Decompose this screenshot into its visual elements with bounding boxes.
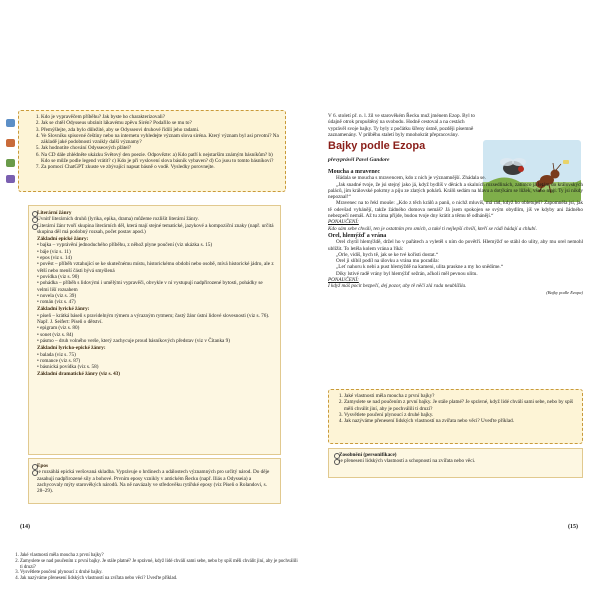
lyric-epic-genres-title: Základní lyricko-epické žánry:	[37, 345, 106, 352]
question-item: 4. Jak nazýváme přenesení lidských vlastností na zvířata nebo věci? Uveďte příklad.	[20, 576, 300, 582]
fable-paragraph: „Leť nahoru k nebi a pust hlemýždě na kameni, ulita praskne a my ho snědíme.“	[336, 264, 504, 271]
genre-item: • básnická povídka (viz s. 58)	[37, 364, 99, 371]
epos-box	[28, 458, 281, 504]
lyric-genres-title: Základní lyrické žánry:	[37, 306, 90, 313]
literary-genres-text-1: Uvnitř literárních druhů (lyrika, epika, drama) můžeme rozlišit literární žánry.	[37, 216, 275, 222]
genre-item: • pásmo – druh volného verše, který zachycuje proud básníkových představ (viz v Čítanka 9)	[37, 337, 230, 344]
lyric-genres-list	[37, 313, 275, 344]
source-credit: (Bajky podle Ezopa)	[546, 289, 583, 295]
left-questions-box	[18, 110, 286, 192]
glossary-term: Zosobnění (personifikace)	[339, 452, 577, 458]
right-questions-box	[328, 389, 583, 444]
fable2-body	[328, 239, 583, 277]
right-questions-list	[337, 393, 578, 424]
page-number-left: (14)	[20, 524, 30, 530]
epos-text: je rozsáhlá epická veršovaná skladba. Vyprávuje o hrdinech a událostech významných pro určitý národ. Do děje zasahují nadpřirozené síly a bohové. Prvním eposy vznikly v antickém Řecku (např. Iliás a Odysseia) a zachycovaly mýty starověkých národů. Na ně navázaly ve středověku rytířské eposy (viz Píseň o Rolandovi, s. 28–29).	[37, 469, 275, 494]
lyric-epic-genres-list	[37, 352, 275, 371]
genre-item: • román (viz s. 47)	[37, 299, 76, 306]
page-number-right: (15)	[568, 524, 578, 530]
genre-item: • píseň – krátká báseň s pravidelným rýmem a výrazným rytmem; častý žánr ústní lidové slovesnosti (viz s. 76). Např. J. Seifert: Píseň o dětství.	[37, 312, 270, 326]
intro-text: V 6. století př. n. l. žil ve starověkém Řecku muž jménem Ezop. Byl to údajně otrok propuštěný na svobodu. Hodně cestoval a na cestách vyprávěl svoje bajky. Ty byly z počátku šířeny ústně, později písemně zaznamenány. V průběhu staletí byly mnohokrát přepracovány.	[328, 113, 475, 138]
question-item: 4. Ve Slovníku spisovné češtiny nebo na internetu vyhledejte význam slova siréna. Který význam byl asi prvotní? Na základě jaké podobnosti vznikly další významy?	[41, 133, 281, 146]
question-item: 1. Jaké vlastnosti měla moucha z první bajky?	[20, 553, 300, 559]
computer-icon	[6, 175, 15, 183]
epos-title: Epos	[37, 463, 275, 469]
fable-paragraph: Orel ji slíbil podíl na úlovku a vrána mu poradila:	[336, 258, 440, 265]
question-item: 4. Jak nazýváme přenesení lidských vlastností na zvířata nebo věci? Uveďte příklad.	[344, 418, 578, 424]
genre-item: • epigram (viz s. 80)	[37, 325, 80, 332]
question-item: 1. Jaké vlastnosti měla moucha z první bajky?	[344, 393, 578, 399]
page-title: Bajky podle Ezopa	[328, 140, 426, 152]
genre-item: • bajka – vyprávění jednoduchého příběhu, z něhož plyne poučení (viz ukázka s. 15)	[37, 242, 213, 249]
fables-text	[328, 168, 583, 296]
glossary-box	[328, 448, 583, 478]
glossary-definition: je přenesení lidských vlastností a schopností na zvířata nebo věci.	[339, 458, 577, 464]
question-item: 2. Zamyslete se nad poučením z první bajky. Je stále platné? Je správné, když lidé chválí sami sebe, nebo by spíš měli chválit jiní, aby je pochválili ti druzí?	[344, 399, 578, 412]
genre-item: • pohádka – příběh s lidovými i umělými vypravěči, obvykle v ní vystupují nadpřirozené bytosti, pohádky se velmi liší rozsahem	[37, 280, 263, 293]
genre-item: • sonet (viz s. 84)	[37, 331, 74, 338]
genres-box	[28, 205, 281, 455]
question-item: 7. Za pomocí ChatGPT zkuste ve zbývající napsat básně o vodě. Vysledky porovnejte.	[41, 164, 281, 170]
fable2-title: Orel, hlemýžď a vrána	[328, 232, 387, 239]
question-item: 2. Jak se chtěl Odysseus ubránit lákavému zpěvu Sirén? Podařilo se mu to?	[41, 120, 281, 126]
genre-item: • balada (viz s. 75)	[37, 351, 76, 358]
question-item: 3. Vysvětlete poučení plynoucí z druhé bajky.	[344, 412, 578, 418]
drama-genres-title: Základní dramatické žánry (viz s. 43)	[37, 371, 120, 378]
right-page	[300, 0, 600, 600]
genre-item: • pověst – příběh vztahující se ke skutečnému místu, historickému období nebo osobě, mívá historické jádro, ale z větší nebo menší části bývá smyšlená	[37, 261, 274, 274]
epic-genres-title: Základní epické žánry:	[37, 236, 89, 243]
genre-item: • epos (viz s. 14)	[37, 255, 72, 262]
question-item: 2. Zamyslete se nad poučením z první bajky. Je stále platné? Je správné, když lidé chválí sami sebe, nebo by spíš měli chválit jiní, aby je pochválili ti druzí?	[20, 559, 300, 571]
fable-paragraph: „Jak snadné tvoje, že jsi stejný jako já, když bydlíš v děrách a skalních rozsedlinách, zatímco já letám do královských paláců, jím královské pokrmy a piju ze zlatých pohárů. Králů sedám na hlavu a dotýkám se lůžek, všeho mají. Ty jsi nikdy nepoznal!“	[328, 181, 583, 201]
fable-paragraph: „Orle, vidíš, bych tě, jak se ke tvé kořisti dostat.“	[336, 251, 439, 258]
moral2-heading: PONAUČENÍ:	[328, 277, 359, 284]
question-item: 6. Na CD dále zhlédněte ukázku Světový den poezie. Odpovězte: a) Kdo patří k nejstarším známým básníkům? b) Kdo se může podle legend vrátit? c) Kdo je při vyslovení slova básník vybaven? d) Co jsou to tomto básníkovi?	[41, 152, 281, 165]
moral1-text: Kdo sám sebe chválí, ten je ostatním pro smích, a také ti nejlepší chvílí, kteří se rádi hádají a chlubí.	[328, 225, 537, 232]
fable1-body	[328, 175, 583, 219]
author-line: převyprávěl Pavel Gandore	[328, 157, 390, 163]
question-item: 5. Jak hodnotíte chování Odysseových přátel?	[41, 145, 281, 151]
left-questions-list	[33, 114, 281, 171]
literary-genres-title: Literární žánry	[37, 210, 275, 216]
globe-icon	[6, 159, 15, 167]
fable-paragraph: Mravenec na to řekl mouše: „Kdo z těch králů a panů, o nichž mluvíš, má rád, když ho obletuješ? Zapomněla jsi, jak tě odevšad vyhánějí, takže žádného domova nemáš? Já jsem spokojen se svým obydlím, jíš ve kdyby ani žádného nebezpečí nemáš. Až tu zima přijde, budou tvoje dny krátit a těmu tě odhánějí.“	[328, 200, 583, 220]
genre-item: • romance (viz s. 87)	[37, 357, 81, 364]
literary-genres-text-2: Literární žánr tvoří skupina literárních děl, která mají stejné tematické, jazykové a kompoziční znaky (např. určitá skupina děl má podobný rozsah, počet postav apod.)	[37, 223, 275, 236]
genre-item: • novela (viz s. 39)	[37, 292, 77, 299]
pen-icon	[6, 139, 15, 147]
bottom-questions	[10, 553, 300, 582]
fable-paragraph: Díky lstivé radě vrány byl hlemýžď sežrán, ačkoli měl pevnou ulitu.	[336, 270, 478, 277]
bottom-questions-list	[10, 553, 300, 582]
genre-item: • povídka (viz s. 90)	[37, 273, 80, 280]
moral2-text: I když máš pocit bezpečí, dej pozor, aby tě něčí zlá rada neublížila.	[328, 283, 467, 290]
moral1-heading: PONAUČENÍ:	[328, 219, 359, 226]
question-item: 3. Přemýšlejte, zda bylo důležité, aby se Odysseovi druhové řídili jeho radami.	[41, 127, 281, 133]
genre-item: • báje (viz s. 11)	[37, 248, 71, 255]
fable-paragraph: Orel chytil hlemýždě, držel ho v pařátech a vyletěl s ním do povětří. Hlemýžď se stáhl do ulity, aby mu orel nemohl ublížit. To letěla kolem vrána a říká:	[328, 239, 583, 252]
question-item: 1. Kdo je vypravěčem příběhu? Jak byste ho charakterizovali?	[41, 114, 281, 120]
fable1-title: Moucha a mravenec	[328, 169, 380, 175]
epic-genres-list	[37, 242, 275, 305]
book-icon	[6, 119, 15, 127]
question-item: 3. Vysvětlete poučení plynoucí z druhé bajky.	[20, 570, 300, 576]
fable-paragraph: Hádala se moucha s mravencem, kdo z nich je významnější. Zhádala se.	[336, 175, 486, 182]
